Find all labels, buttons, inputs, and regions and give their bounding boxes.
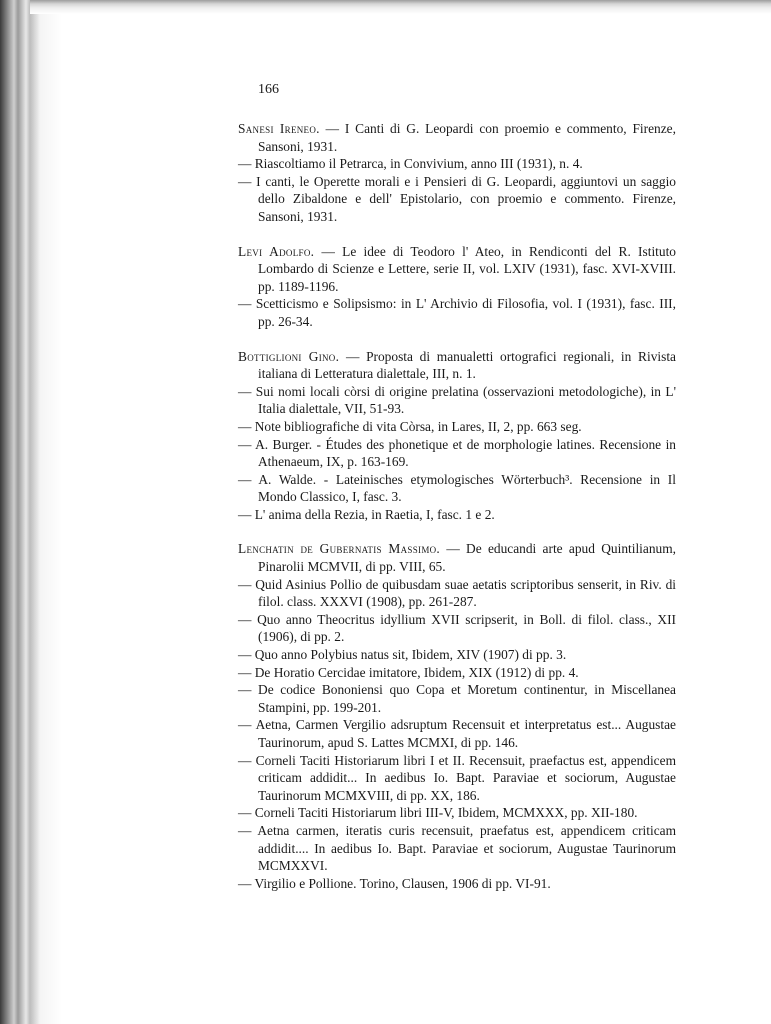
entry-first-work: — De educandi arte apud Quintilianum, Pinarolii MCMVII, di pp. VIII, 65. — [258, 541, 676, 575]
entry-heading — [238, 348, 676, 383]
entry-heading — [238, 120, 676, 155]
bibliography-entry-sanesi — [238, 120, 676, 226]
book-binding-shadow — [0, 0, 62, 1024]
list-item: — Riascoltiamo il Petrarca, in Convivium, anno III (1931), n. 4. — [238, 156, 583, 172]
list-item: — Note bibliografiche di vita Còrsa, in Lares, II, 2, pp. 663 seg. — [238, 418, 582, 434]
list-item: — I canti, le Operette morali e i Pensieri di G. Leopardi, aggiuntovi un saggio dello Zibaldone e dell' Epistolario, con proemio e commento. Firenze, Sansoni, 1931. — [238, 173, 676, 224]
bibliography-entry-lenchatin — [238, 540, 676, 892]
list-item: — Quo anno Polybius natus sit, Ibidem, XIV (1907) di pp. 3. — [238, 647, 567, 663]
list-item: — Scetticismo e Solipsismo: in L' Archivio di Filosofia, vol. I (1931), fasc. III, pp. 26-34. — [238, 296, 676, 329]
list-item: — Aetna carmen, iteratis curis recensuit, praefatus est, appendicem criticam addidit.... In aedibus Io. Bapt. Paraviae et sociorum, Augustae Taurinorum MCMXXVI. — [238, 822, 676, 874]
list-item: — Virgilio e Pollione. Torino, Clausen, 1906 di pp. VI-91. — [238, 875, 551, 891]
list-item: — Corneli Taciti Historiarum libri I et II. Recensuit, praefactus est, appendicem criticam addidit... In aedibus Io. Bapt. Paraviae et sociorum, Augustae Taurinorum MCMXVIII, di pp. XX, 186. — [238, 752, 676, 803]
list-item: — L' anima della Rezia, in Raetia, I, fasc. 1 e 2. — [238, 506, 495, 522]
list-item: — A. Burger. - Études des phonetique et de morphologie latines. Recensione in Athenaeum, IX, p. 163-169. — [238, 436, 676, 470]
list-item: — De codice Bononiensi quo Copa et Moretum continentur, in Miscellanea Stampini, pp. 199-201. — [238, 682, 676, 715]
list-item: — Corneli Taciti Historiarum libri III-V, Ibidem, MCMXXX, pp. XII-180. — [238, 805, 638, 821]
author-name: Sanesi Ireneo. — [238, 121, 320, 136]
bibliography-entry-bottiglioni — [238, 348, 676, 524]
author-name: Bottiglioni Gino. — [238, 348, 340, 364]
page-top-edge — [30, 0, 771, 14]
list-item: — Quid Asinius Pollio de quibusdam suae aetatis scriptoribus senserit, in Riv. di filol. class. XXXVI (1908), pp. 261-287. — [238, 576, 676, 610]
list-item: — De Horatio Cercidae imitatore, Ibidem, XIX (1912) di pp. 4. — [238, 664, 579, 680]
author-name: Levi Adolfo. — [238, 243, 315, 259]
entry-first-work: — Le idee di Teodoro l' Ateo, in Rendiconti del R. Istituto Lombardo di Scienze e Lettere, serie II, vol. LXIV (1931), fasc. XVI-XVIII. pp. 1189-1196. — [258, 243, 677, 294]
bibliography-list — [238, 120, 676, 909]
list-item: — Aetna, Carmen Vergilio adsruptum Recensuit et interpretatus est... Augustae Taurinorum, apud S. Lattes MCMXI, di pp. 146. — [238, 717, 676, 750]
list-item: — Sui nomi locali còrsi di origine prelatina (osservazioni metodologiche), in L' Italia dialettale, VII, 51-93. — [238, 383, 676, 417]
bibliography-entry-levi — [238, 243, 676, 331]
page-number: 166 — [258, 82, 279, 97]
author-name: Lenchatin de Gubernatis Massimo. — [238, 541, 441, 557]
entry-heading — [238, 540, 676, 575]
entry-heading — [238, 243, 676, 296]
list-item: — A. Walde. - Lateinisches etymologisches Wörterbuch³. Recensione in Il Mondo Classico, I, fasc. 3. — [238, 471, 676, 505]
entry-first-work: — Proposta di manualetti ortografici regionali, in Rivista italiana di Letteratura dialettale, III, n. 1. — [258, 348, 676, 382]
list-item: — Quo anno Theocritus idyllium XVII scripserit, in Boll. di filol. class., XII (1906), di pp. 2. — [238, 611, 676, 645]
entry-first-work: — I Canti di G. Leopardi con proemio e commento, Firenze, Sansoni, 1931. — [258, 121, 676, 154]
